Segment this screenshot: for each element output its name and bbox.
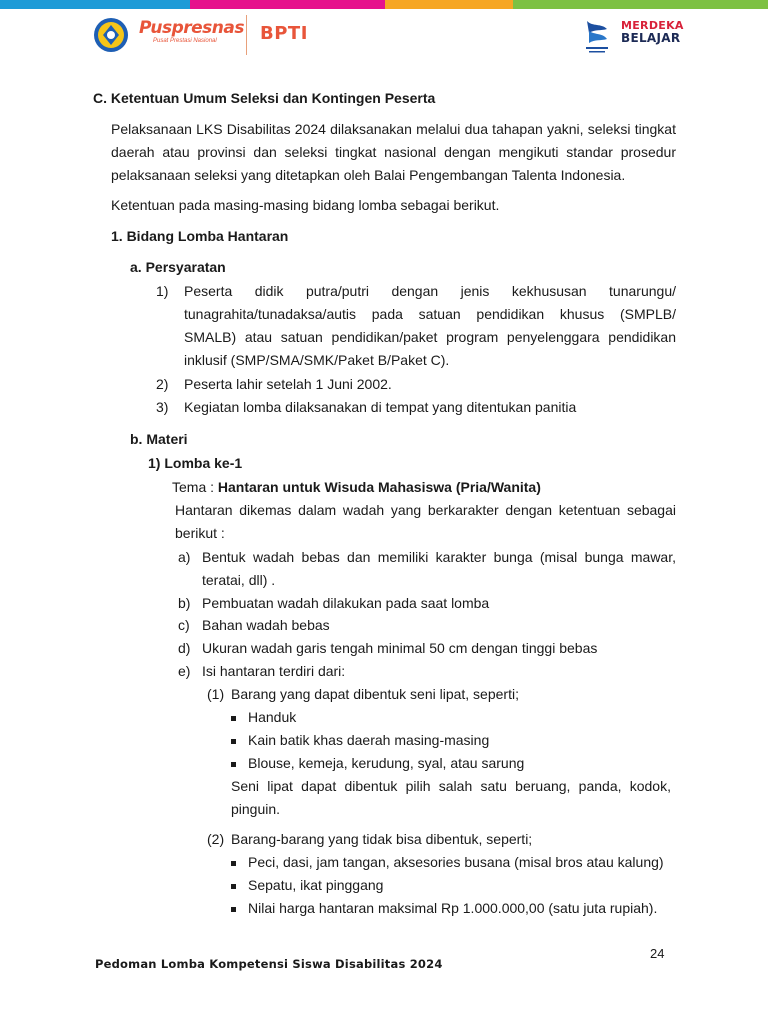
sub-label: Barang-barang yang tidak bisa dibentuk, seperti; (231, 831, 533, 847)
tema-line (172, 478, 541, 496)
note-line: pinguin. (231, 801, 281, 817)
rule-line: Pembuatan wadah dilakukan pada saat lomba (202, 595, 490, 611)
bullet-text: Nilai harga hantaran maksimal Rp 1.000.000,00 (satu juta rupiah). (248, 900, 658, 916)
paragraph-intro: Ketentuan pada masing-masing bidang lomba sebagai berikut. (111, 197, 500, 213)
bullet-text: Handuk (248, 709, 297, 725)
color-segment-orange (385, 0, 513, 9)
requirement-line: inklusif (SMP/SMA/SMK/Paket B/Paket C). (184, 352, 450, 368)
page-header (0, 9, 768, 61)
bullet-text: Peci, dasi, jam tangan, aksesories busana (misal bros atau kalung) (248, 854, 664, 870)
item-heading: 1. Bidang Lomba Hantaran (111, 228, 289, 244)
list-letter: d) (178, 640, 191, 656)
note-line: Seni lipat dapat dibentuk pilih salah satu beruang, panda, kodok, (231, 778, 671, 794)
list-number: 2) (156, 376, 169, 392)
belajar-word: BELAJAR (621, 31, 681, 45)
description-line: berikut : (175, 525, 225, 541)
requirement-line: Peserta lahir setelah 1 Juni 2002. (184, 376, 392, 392)
bullet-square-icon (231, 762, 236, 767)
merdeka-word: MERDEKA (621, 19, 684, 32)
rule-line: Ukuran wadah garis tengah minimal 50 cm dengan tinggi bebas (202, 640, 598, 656)
puspresnas-subtitle: Pusat Prestasi Nasional (153, 38, 217, 44)
color-segment-magenta (190, 0, 385, 9)
bullet-item (231, 899, 657, 917)
bullet-item (231, 754, 524, 772)
bullet-square-icon (231, 861, 236, 866)
sub-number: (2) (207, 831, 225, 847)
tema-label: Tema : (172, 479, 215, 495)
puspresnas-logo (139, 19, 244, 45)
bullet-square-icon (231, 739, 236, 744)
list-letter: e) (178, 663, 191, 679)
subheading-persyaratan: a. Persyaratan (130, 259, 226, 275)
requirement-line: Kegiatan lomba dilaksanakan di tempat yang ditentukan panitia (184, 399, 577, 415)
color-segment-green (513, 0, 768, 9)
requirement-line: SMALB) atau satuan pendidikan/paket program penyelenggara pendidikan (184, 329, 676, 345)
rule-line: Isi hantaran terdiri dari: (202, 663, 346, 679)
merdeka-belajar-logo (621, 19, 684, 45)
kemendikbud-logo-icon (93, 17, 129, 53)
lks-disabilitas-logo-icon (583, 17, 611, 55)
section-heading: C. Ketentuan Umum Seleksi dan Kontingen Peserta (93, 90, 436, 106)
bullet-item (231, 731, 489, 749)
rule-line: Bentuk wadah bebas dan memiliki karakter bunga (misal bunga mawar, (202, 549, 676, 565)
bullet-item (231, 708, 296, 726)
bullet-text: Blouse, kemeja, kerudung, syal, atau sarung (248, 755, 525, 771)
list-number: 3) (156, 399, 169, 415)
bullet-item (231, 853, 664, 871)
bullet-text: Kain batik khas daerah masing-masing (248, 732, 490, 748)
requirement-line: Peserta didik putra/putri dengan jenis kekhususan tunarungu/ (184, 283, 676, 299)
sub-number: (1) (207, 686, 225, 702)
puspresnas-wordmark: Puspresnas (139, 18, 244, 38)
list-letter: b) (178, 595, 191, 611)
list-letter: a) (178, 549, 191, 565)
color-segment-blue (0, 0, 190, 9)
bullet-text: Sepatu, ikat pinggang (248, 877, 384, 893)
bullet-item (231, 876, 383, 894)
page-number: 24 (650, 946, 665, 961)
tema-value: Hantaran untuk Wisuda Mahasiswa (Pria/Wanita) (217, 479, 541, 495)
sub-label: Barang yang dapat dibentuk seni lipat, seperti; (231, 686, 519, 702)
logo-divider (246, 15, 247, 55)
bullet-square-icon (231, 884, 236, 889)
rule-line: teratai, dll) . (202, 572, 276, 588)
bpti-logo: BPTI (260, 23, 308, 44)
paragraph-line: pelaksanaan seleksi yang ditetapkan oleh Balai Pengembangan Talenta Indonesia. (111, 167, 626, 183)
lomba-heading: 1) Lomba ke-1 (148, 455, 243, 471)
requirement-line: tunagrahita/tunadaksa/autis pada satuan pendidikan khusus (SMPLB/ (184, 306, 676, 322)
list-letter: c) (178, 617, 190, 633)
paragraph-line: Pelaksanaan LKS Disabilitas 2024 dilaksanakan melalui dua tahapan yakni, seleksi tingkat (111, 121, 676, 137)
bullet-square-icon (231, 716, 236, 721)
bullet-square-icon (231, 907, 236, 912)
paragraph-line: daerah atau provinsi dan seleksi tingkat nasional dengan mengikuti standar prosedur (111, 144, 676, 160)
list-number: 1) (156, 283, 169, 299)
description-line: Hantaran dikemas dalam wadah yang berkarakter dengan ketentuan sebagai (175, 502, 676, 518)
rule-line: Bahan wadah bebas (202, 617, 330, 633)
footer-title: Pedoman Lomba Kompetensi Siswa Disabilitas 2024 (95, 957, 443, 971)
top-color-bar (0, 0, 768, 9)
subheading-materi: b. Materi (130, 431, 188, 447)
